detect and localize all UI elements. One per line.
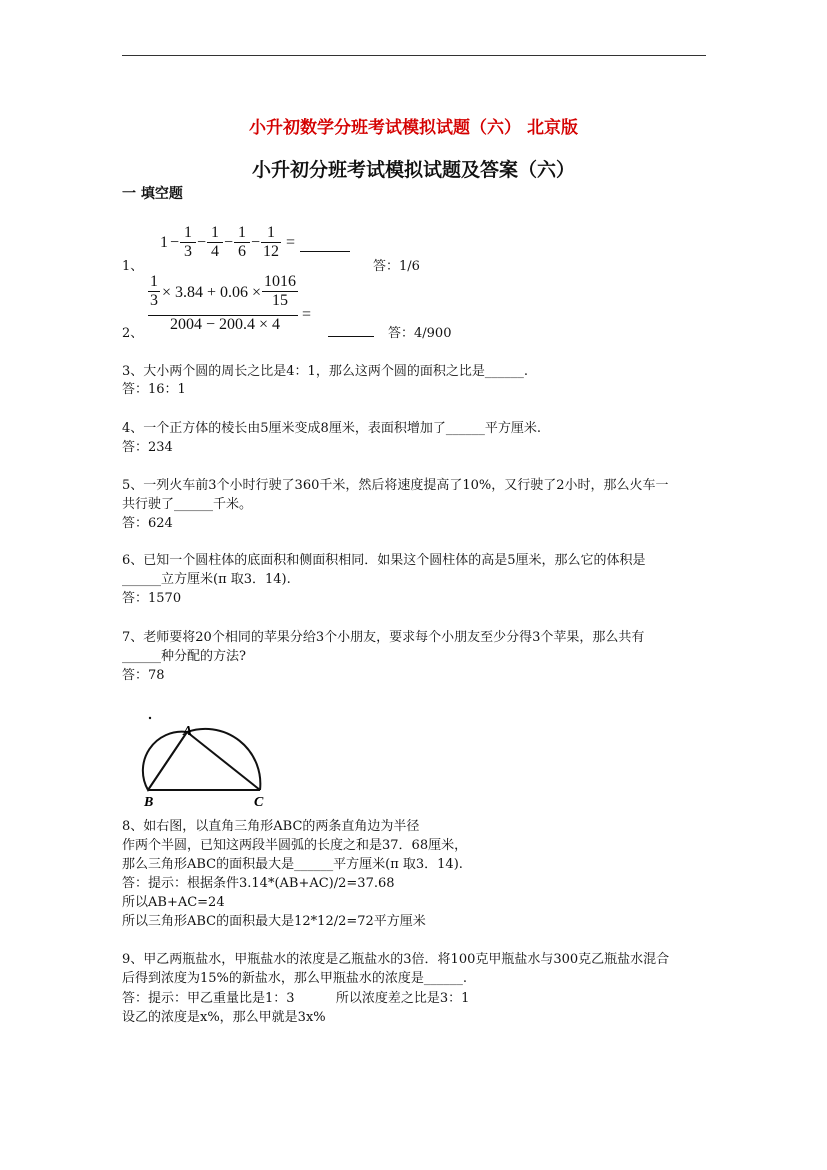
answer-blank xyxy=(300,251,350,252)
side-ac xyxy=(187,732,260,790)
answer: 答：4/900 xyxy=(388,326,452,341)
numerator: 1016 xyxy=(264,273,296,290)
semicircle-figure xyxy=(120,712,280,812)
numerator: 1 xyxy=(267,224,275,241)
q1-minus-2: − xyxy=(197,234,207,251)
q1-equals: = xyxy=(286,234,296,251)
answer-line: 所以三角形ABC的面积最大是12*12/2=72平方厘米 xyxy=(122,914,426,929)
question-text: 6、已知一个圆柱体的底面积和侧面积相同．如果这个圆柱体的高是5厘米，那么它的体积是 xyxy=(122,553,646,568)
question-text-cont: ______立方厘米(π 取3．14). xyxy=(122,572,291,587)
figure-dot xyxy=(149,717,151,719)
q1-fraction-2 xyxy=(207,224,223,261)
q2-top-expression: × 3.84 + 0.06 × xyxy=(162,284,262,301)
question-text-cont: 那么三角形ABC的面积最大是______平方厘米(π 取3．14). xyxy=(122,857,463,872)
answer: 答：234 xyxy=(122,440,173,455)
answer: 答：1/6 xyxy=(373,259,420,274)
header-rule xyxy=(122,55,706,56)
question-text: 5、一列火车前3个小时行驶了360千米，然后将速度提高了10%，又行驶了2小时，那么火车一 xyxy=(122,478,669,493)
section-heading: 一 填空题 xyxy=(122,186,183,202)
denominator: 3 xyxy=(150,292,158,309)
answer: 答：78 xyxy=(122,668,165,683)
question-text: 7、老师要将20个相同的苹果分给3个小朋友，要求每个小朋友至少分得3个苹果，那么共有 xyxy=(122,630,645,645)
denominator: 3 xyxy=(180,242,196,261)
denominator: 6 xyxy=(234,242,250,261)
answer: 答：提示：根据条件3.14*(AB+AC)/2=37.68 xyxy=(122,876,395,891)
q2-top-fraction-2 xyxy=(262,273,298,310)
question-text: 4、一个正方体的棱长由5厘米变成8厘米，表面积增加了______平方厘米. xyxy=(122,421,541,436)
answer-line: 设乙的浓度是x%，那么甲就是3x% xyxy=(122,1010,326,1025)
red-title: 小升初数学分班考试模拟试题（六） 北京版 xyxy=(249,118,578,138)
answer: 答：624 xyxy=(122,516,173,531)
question-text: 9、甲乙两瓶盐水，甲瓶盐水的浓度是乙瓶盐水的3倍．将100克甲瓶盐水与300克乙瓶盐水混合 xyxy=(122,952,670,967)
question-text-cont: 作两个半圆，已知这两段半圆弧的长度之和是37．68厘米， xyxy=(122,838,468,853)
numerator: 1 xyxy=(150,273,158,290)
numerator: 1 xyxy=(211,224,219,241)
question-text: 8、如右图，以直角三角形ABC的两条直角边为半径 xyxy=(122,819,420,834)
q1-minus-1: − xyxy=(170,234,180,251)
q1-fraction-4 xyxy=(261,224,281,261)
question-text-cont: 后得到浓度为15%的新盐水，那么甲瓶盐水的浓度是______. xyxy=(122,971,468,986)
denominator: 4 xyxy=(207,242,223,261)
numerator: 1 xyxy=(184,224,192,241)
question-text: 3、大小两个圆的周长之比是4：1，那么这两个圆的面积之比是______. xyxy=(122,364,528,379)
side-ab xyxy=(148,732,187,790)
label-a: A xyxy=(183,724,193,739)
label-b: B xyxy=(144,795,154,810)
denominator: 12 xyxy=(263,243,279,260)
question-text-cont: 共行驶了______千米。 xyxy=(122,497,253,512)
q2-equals: = xyxy=(302,306,312,323)
question-text-cont: ______种分配的方法? xyxy=(122,649,246,664)
answer: 答：1570 xyxy=(122,591,182,606)
denominator: 15 xyxy=(262,291,298,310)
q1-minus-4: − xyxy=(251,234,261,251)
answer: 答：16：1 xyxy=(122,382,186,397)
q1-minus-3: − xyxy=(224,234,234,251)
question-number: 2、 xyxy=(122,326,144,341)
label-c: C xyxy=(254,795,264,810)
q1-fraction-3 xyxy=(234,224,250,261)
page-title: 小升初分班考试模拟试题及答案（六） xyxy=(251,159,575,181)
q2-top-fraction xyxy=(148,273,160,310)
answer: 答：提示：甲乙重量比是1：3 所以浓度差之比是3：1 xyxy=(122,991,470,1006)
answer-line: 所以AB+AC=24 xyxy=(122,895,225,910)
q2-bottom-expression: 2004 − 200.4 × 4 xyxy=(170,316,281,333)
numerator: 1 xyxy=(238,224,246,241)
q1-lead: 1 xyxy=(160,234,168,251)
answer-blank xyxy=(328,336,374,337)
question-number: 1、 xyxy=(122,259,144,274)
q1-fraction-1 xyxy=(180,224,196,261)
